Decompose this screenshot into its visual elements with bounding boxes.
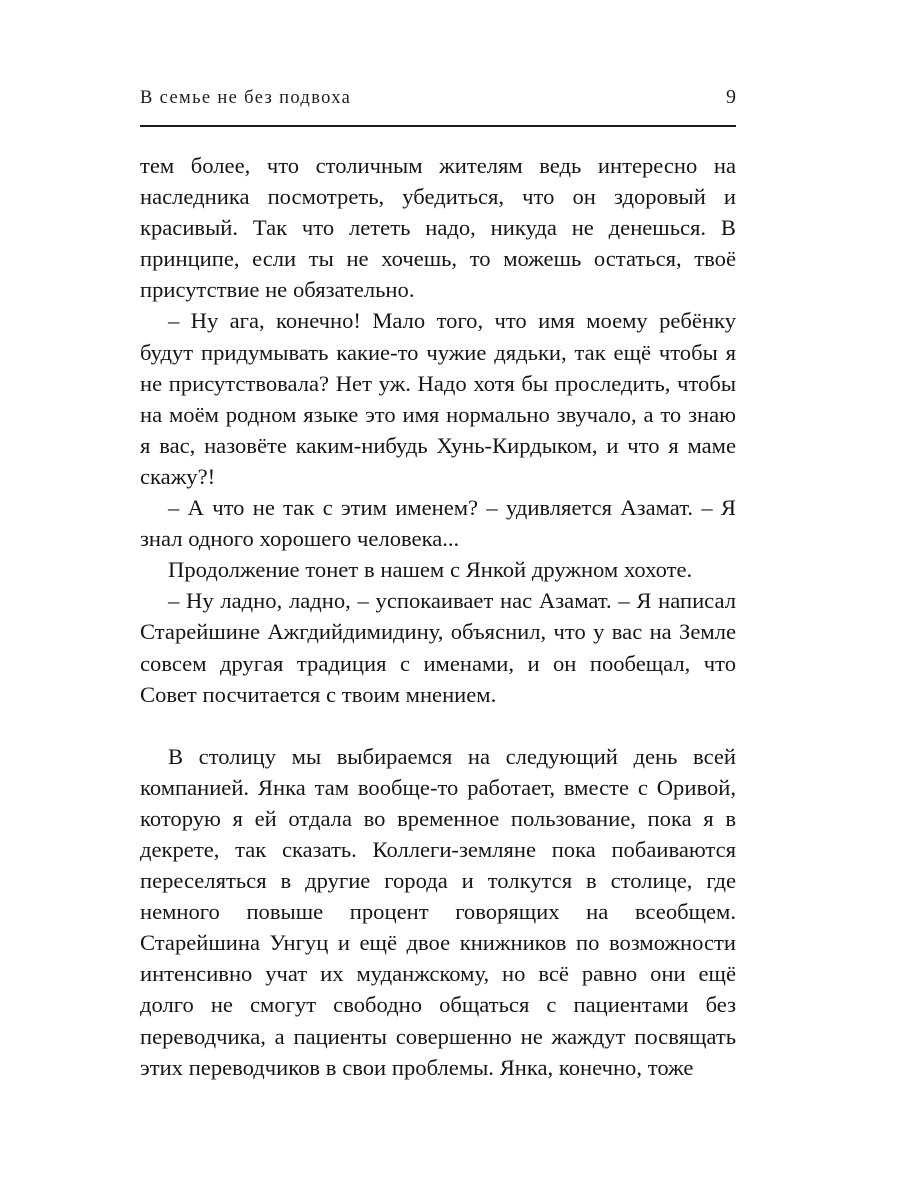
page-content [140, 86, 736, 1083]
header-rule [140, 125, 736, 127]
paragraph: тем более, что столичным жителям ведь интересно на наследника посмотреть, убедиться, что он здоровый и красивый. Так что лететь надо, никуда не денешься. В принципе, если ты не хочешь, то можешь остаться, твоё присутствие не обязательно. [140, 153, 736, 303]
paragraph: – Ну ладно, ладно, – успокаивает нас Азамат. – Я написал Старейшине Ажгдийдимидину, объяснил, что у вас на Земле совсем другая традиция с именами, и он пообещал, что Совет посчитается с твоим мнением. [140, 588, 736, 707]
paragraph: – А что не так с этим именем? – удивляется Азамат. – Я знал одного хорошего человека... [140, 495, 736, 552]
paragraph: Продолжение тонет в нашем с Янкой дружном хохоте. [168, 557, 693, 583]
paragraph: В столицу мы выбираемся на следующий день всей компанией. Янка там вообще-то работает, вместе с Оривой, которую я ей отдала во временное пользование, пока я в декрете, так сказать. Коллеги-земляне пока побаиваются переселяться в другие города и толкутся в столице, где немного повыше процент говорящих на всеобщем. Старейшина Унгуц и ещё двое книжников по возможности интенсивно учат их муданжскому, но всё равно они ещё долго не смогут свободно общаться с пациентами без переводчика, а пациенты совершенно не жаждут посвящать этих переводчиков в свои проблемы. Янка, конечно, тоже [140, 743, 736, 1080]
body-text [140, 150, 736, 1083]
running-head [140, 86, 736, 116]
page-number: 9 [726, 86, 736, 108]
running-head-title: В семье не без подвоха [140, 88, 352, 108]
paragraph: – Ну ага, конечно! Мало того, что имя моему ребёнку будут придумывать какие-то чужие дядьки, так ещё чтобы я не присутствовала? Нет уж. Надо хотя бы проследить, чтобы на моём родном языке это имя нормально звучало, а то знаю я вас, назовёте каким-нибудь Хунь-Кирдыком, и что я маме скажу?! [140, 308, 736, 489]
